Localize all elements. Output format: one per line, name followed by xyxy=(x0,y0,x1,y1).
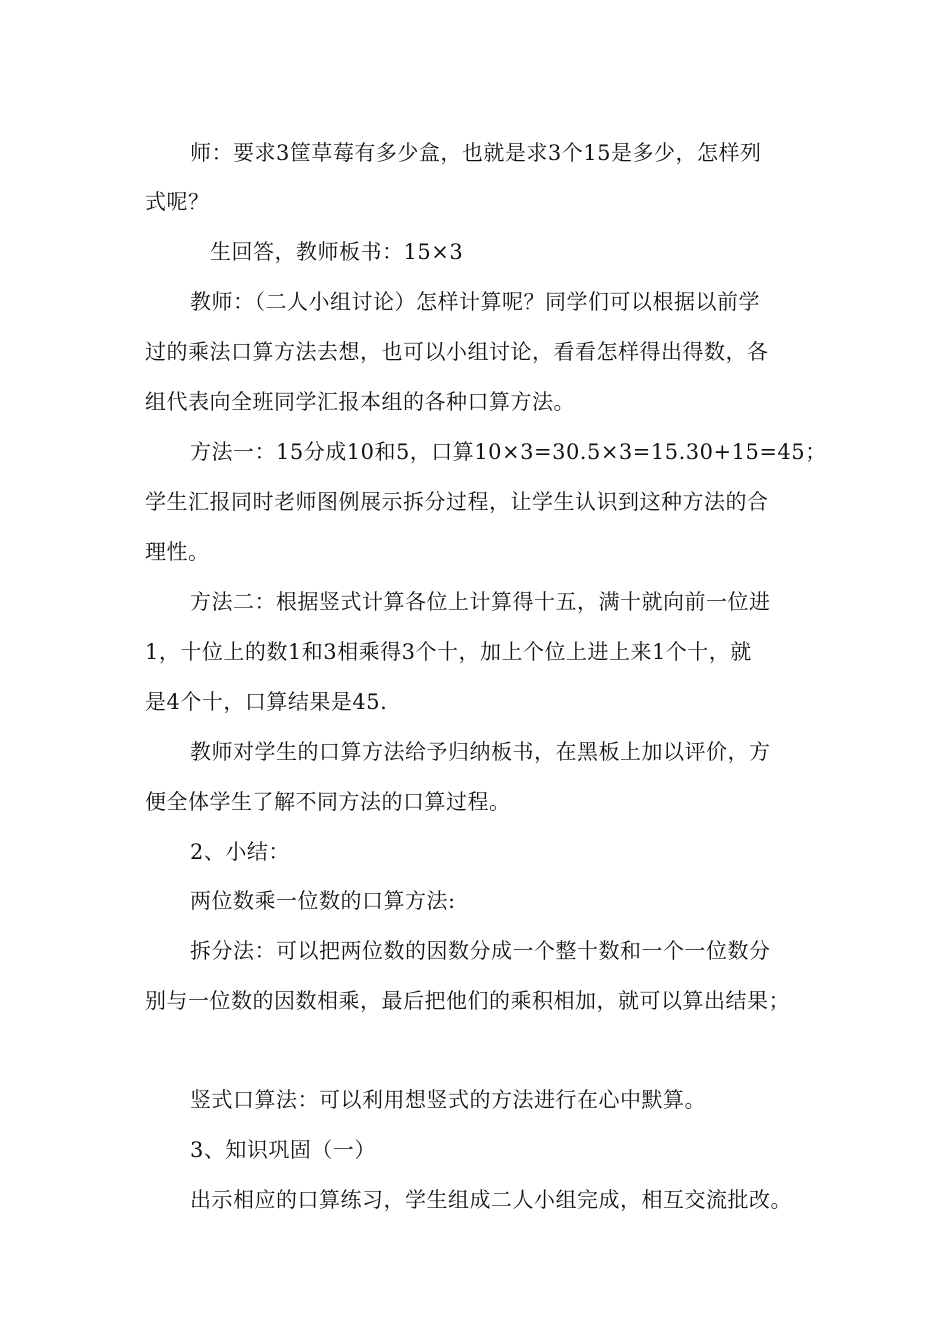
paragraph-line: 学生汇报同时老师图例展示拆分过程，让学生认识到这种方法的合 xyxy=(145,490,769,514)
paragraph-line: 式呢？ xyxy=(145,190,210,214)
paragraph-line: 竖式口算法：可以利用想竖式的方法进行在心中默算。 xyxy=(190,1088,706,1112)
paragraph-line: 方法一：15分成10和5，口算10×3=30.5×3=15.30+15=45； xyxy=(190,440,827,464)
paragraph-line: 师：要求3筐草莓有多少盒，也就是求3个15是多少，怎样列 xyxy=(190,141,762,165)
section-heading: 3、知识巩固（一） xyxy=(190,1138,376,1162)
paragraph-line: 生回答，教师板书：15×3 xyxy=(210,240,464,264)
paragraph-line: 是4个十，口算结果是45. xyxy=(145,690,388,714)
paragraph-line: 理性。 xyxy=(145,540,210,564)
paragraph-line: 组代表向全班同学汇报本组的各种口算方法。 xyxy=(145,390,575,414)
paragraph-line: 方法二：根据竖式计算各位上计算得十五，满十就向前一位进 xyxy=(190,590,771,614)
section-heading: 2、小结： xyxy=(190,840,290,864)
paragraph-line: 教师对学生的口算方法给予归纳板书，在黑板上加以评价，方 xyxy=(190,740,771,764)
paragraph-line: 两位数乘一位数的口算方法: xyxy=(190,889,456,913)
paragraph-line: 教师：（二人小组讨论）怎样计算呢？同学们可以根据以前学 xyxy=(190,290,760,314)
paragraph-line: 便全体学生了解不同方法的口算过程。 xyxy=(145,790,511,814)
paragraph-line: 过的乘法口算方法去想，也可以小组讨论，看看怎样得出得数，各 xyxy=(145,340,769,364)
paragraph-line: 1，十位上的数1和3相乘得3个十，加上个位上进上来1个十，就 xyxy=(145,640,752,664)
paragraph-line: 别与一位数的因数相乘，最后把他们的乘积相加，就可以算出结果； xyxy=(145,989,790,1013)
paragraph-line: 出示相应的口算练习，学生组成二人小组完成，相互交流批改。 xyxy=(190,1188,792,1212)
paragraph-line: 拆分法：可以把两位数的因数分成一个整十数和一个一位数分 xyxy=(190,939,771,963)
